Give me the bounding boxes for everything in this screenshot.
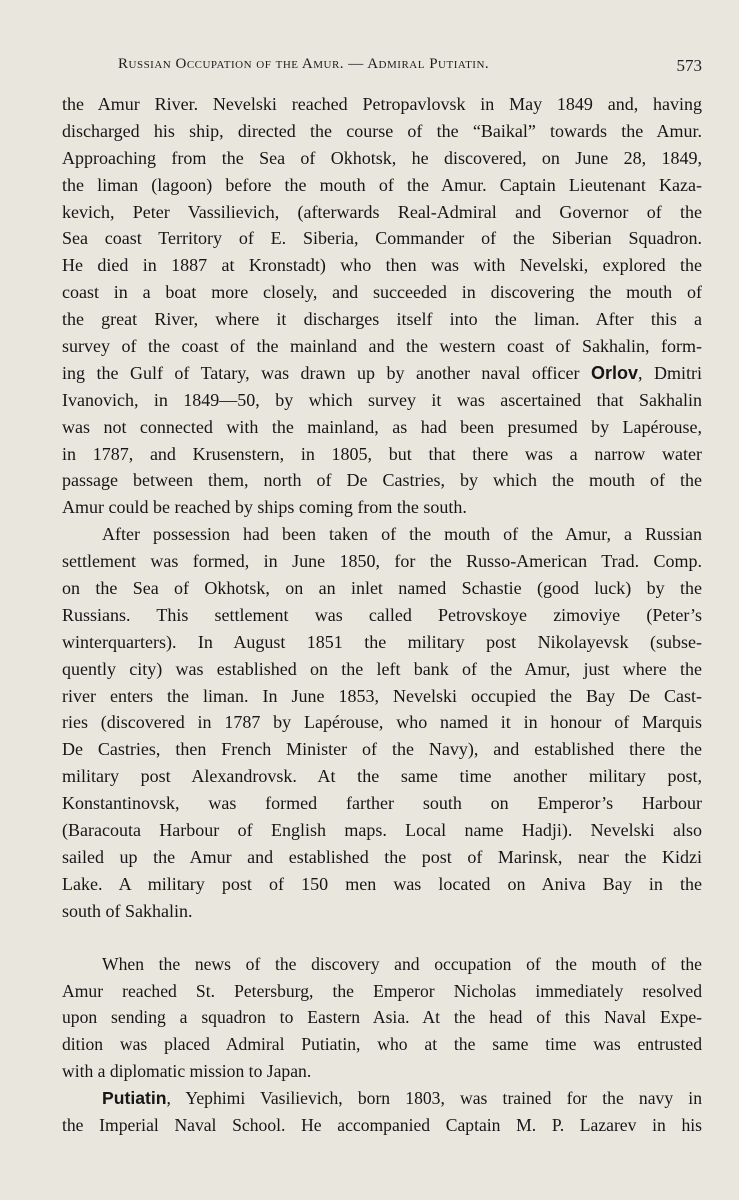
text-line: south of Sakhalin. [62, 900, 193, 921]
text-fragment: , Yephimi Vasilievich, born 1803, was trained for the navy in [166, 1088, 702, 1109]
paragraph-putiatin [62, 1085, 702, 1139]
text-line: Amur could be reached by ships coming from the south. [62, 497, 467, 518]
running-title: Russian Occupation of the Amur. — Admiral Putiatin. [118, 56, 490, 72]
section-gap [62, 925, 702, 951]
text-line: sailed up the Amur and established the post of Marinsk, near the Kidzi [62, 846, 702, 867]
text-line: the liman (lagoon) before the mouth of the Amur. Captain Lieutenant Kaza- [62, 174, 702, 195]
text-line: Approaching from the Sea of Okhotsk, he discovered, on June 28, 1849, [62, 147, 702, 168]
text-line: was not connected with the mainland, as had been presumed by Lapérouse, [62, 416, 702, 437]
person-name-putiatin: Putiatin [102, 1088, 167, 1109]
text-line: kevich, Peter Vassilievich, (afterwards Real-Admiral and Governor of the [62, 201, 702, 222]
text-line: passage between them, north of De Castries, by which the mouth of the [62, 470, 702, 491]
text-line: Russians. This settlement was called Petrovskoye zimoviye (Peter’s [62, 604, 702, 625]
text-line: quently city) was established on the left bank of the Amur, just where the [62, 658, 702, 679]
text-line: Ivanovich, in 1849—50, by which survey it was ascertained that Sakhalin [62, 389, 702, 410]
text-fragment: ing the Gulf of Tatary, was drawn up by another naval officer [62, 362, 592, 383]
paragraph-amur-discovery [62, 91, 702, 521]
text-line: Lake. A military post of 150 men was located on Aniva Bay in the [62, 873, 702, 894]
text-line: He died in 1887 at Kronstadt) who then was with Nevelski, explored the [62, 255, 702, 276]
paragraph-naval-expedition [62, 951, 702, 1085]
text-line: After possession had been taken of the mouth of the Amur, a Russian [102, 524, 702, 545]
text-line: with a diplomatic mission to Japan. [62, 1061, 312, 1082]
text-line: on the Sea of Okhotsk, on an inlet named Schastie (good luck) by the [62, 578, 702, 599]
text-line: When the news of the discovery and occupation of the mouth of the [102, 953, 702, 974]
text-line: ries (discovered in 1787 by Lapérouse, who named it in honour of Marquis [62, 712, 702, 733]
text-line [62, 1085, 702, 1112]
person-name-orlov: Orlov [591, 362, 639, 383]
body-text [62, 91, 702, 1139]
text-line: (Baracouta Harbour of English maps. Local name Hadji). Nevelski also [62, 820, 702, 841]
text-line: military post Alexandrovsk. At the same time another military post, [62, 766, 702, 787]
text-line: Amur reached St. Petersburg, the Emperor Nicholas immediately resolved [62, 980, 702, 1001]
text-line: De Castries, then French Minister of the Navy), and established there the [62, 739, 702, 760]
text-line: upon sending a squadron to Eastern Asia. At the head of this Naval Expe- [62, 1007, 702, 1028]
running-header [118, 56, 702, 73]
text-line: the great River, where it discharges itself into the liman. After this a [62, 309, 702, 330]
text-fragment: , Dmitri [638, 362, 703, 383]
paragraph-settlements [62, 521, 702, 924]
text-line: discharged his ship, directed the course of the “Baikal” towards the Amur. [62, 120, 702, 141]
text-line: Konstantinovsk, was formed farther south on Emperor’s Harbour [62, 793, 702, 814]
text-line: settlement was formed, in June 1850, for the Russo-American Trad. Comp. [62, 551, 702, 572]
text-line [62, 360, 702, 387]
text-line: the Amur River. Nevelski reached Petropavlovsk in May 1849 and, having [62, 94, 702, 114]
text-line: river enters the liman. In June 1853, Nevelski occupied the Bay De Cast- [62, 685, 702, 706]
text-line: in 1787, and Krusenstern, in 1805, but that there was a narrow water [62, 443, 702, 464]
page-number: 573 [676, 56, 702, 75]
text-line: coast in a boat more closely, and succeeded in discovering the mouth of [62, 282, 702, 303]
text-line: the Imperial Naval School. He accompanied Captain M. P. Lazarev in his [62, 1114, 702, 1135]
text-line: winterquarters). In August 1851 the military post Nikolayevsk (subse- [62, 631, 702, 652]
text-line: dition was placed Admiral Putiatin, who at the same time was entrusted [62, 1034, 702, 1055]
text-line: Sea coast Territory of E. Siberia, Commander of the Siberian Squadron. [62, 228, 702, 249]
text-line: survey of the coast of the mainland and the western coast of Sakhalin, form- [62, 336, 702, 357]
